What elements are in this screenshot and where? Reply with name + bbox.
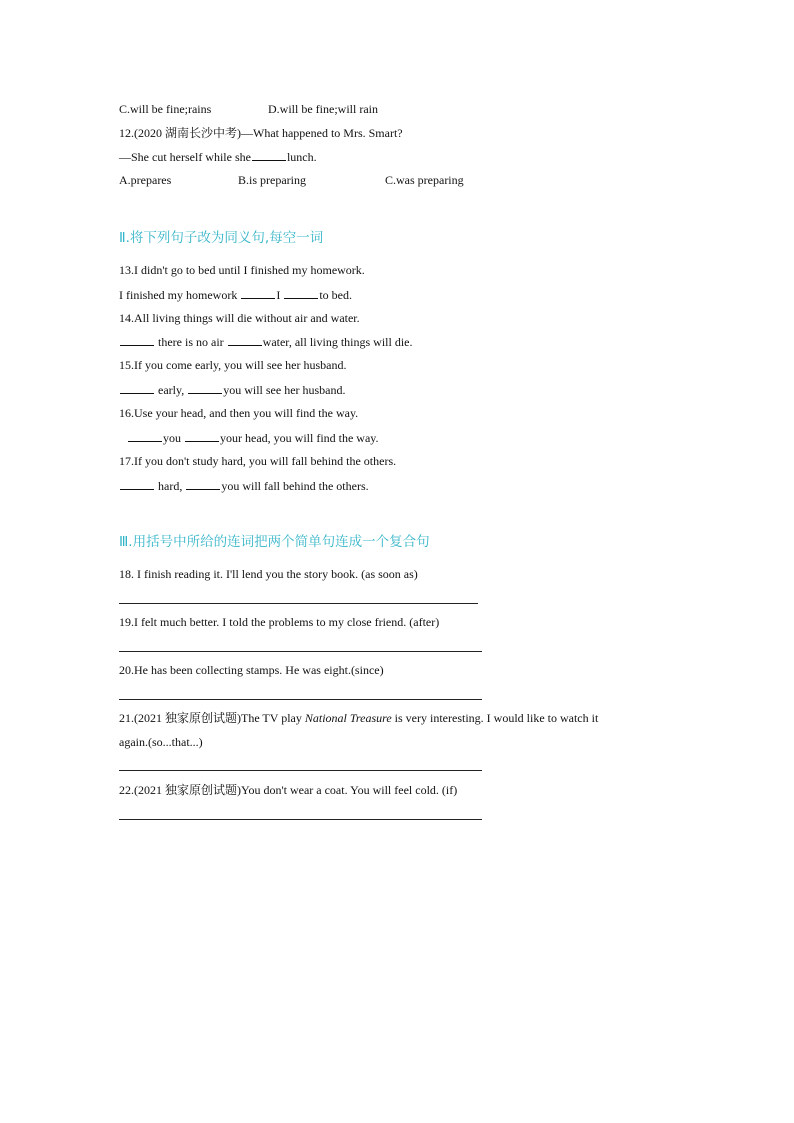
q22-answer-line[interactable] [119,819,482,820]
q14-blank-1[interactable] [120,334,154,346]
section-2-title: Ⅱ.将下列句子改为同义句,每空一词 [119,230,324,246]
q21-stem [119,711,598,725]
q15-part1: early, [158,383,185,397]
q16-part1: you [163,431,181,445]
q16-part2: your head, you will find the way. [220,431,379,445]
q17-part1: hard, [158,479,183,493]
q12-line2-b: lunch. [286,150,317,164]
q15-part2: you will see her husband. [223,383,346,397]
q12-line2 [119,149,317,164]
q14-answer-line [119,334,413,349]
q14-part2: water, all living things will die. [262,335,413,349]
q13-blank-1[interactable] [241,287,275,299]
q14-part1: there is no air [158,335,224,349]
q17-part2: you will fall behind the others. [221,479,369,493]
q17-blank-1[interactable] [120,478,154,490]
q16-answer-line [127,430,379,445]
q12-option-c: C.was preparing [385,173,464,187]
q12-option-b: B.is preparing [238,173,306,187]
q15-blank-1[interactable] [120,382,154,394]
q14-blank-2[interactable] [228,334,262,346]
q11-option-c: C.will be fine;rains [119,102,212,116]
q13-part2: I [276,288,281,302]
q13-answer-line [119,287,352,302]
q20-answer-line[interactable] [119,699,482,700]
q15-stem: 15.If you come early, you will see her husband. [119,358,347,372]
q20-stem: 20.He has been collecting stamps. He was eight.(since) [119,663,384,677]
q11-option-d: D.will be fine;will rain [268,102,378,116]
q21-play-title: National Treasure [304,711,392,725]
q19-stem: 19.I felt much better. I told the problems to my close friend. (after) [119,615,440,629]
q16-blank-2[interactable] [185,430,219,442]
q13-blank-2[interactable] [284,287,318,299]
q13-part3: to bed. [319,288,352,302]
q21-answer-line[interactable] [119,770,482,771]
q17-blank-2[interactable] [186,478,220,490]
q13-stem: 13.I didn't go to bed until I finished my homework. [119,263,365,277]
q18-answer-line[interactable] [119,603,478,604]
q12-option-a: A.prepares [119,173,172,187]
q12-line2-a: —She cut herself while she [119,150,251,164]
q17-stem: 17.If you don't study hard, you will fall behind the others. [119,454,397,468]
q12-stem: 12.(2020 湖南长沙中考)—What happened to Mrs. Smart? [119,126,403,140]
q18-stem: 18. I finish reading it. I'll lend you the story book. (as soon as) [119,567,418,581]
q14-stem: 14.All living things will die without air and water. [119,311,360,325]
q13-part1: I finished my homework [119,288,238,302]
q15-blank-2[interactable] [188,382,222,394]
q12-blank[interactable] [252,149,286,161]
q15-answer-line [119,382,346,397]
q21-stem-pre: 21.(2021 独家原创试题)The TV play [119,711,305,725]
q21-stem-post: is very interesting. I would like to watch it [391,711,599,725]
q21-stem-line2: again.(so...that...) [119,735,203,749]
q16-stem: 16.Use your head, and then you will find the way. [119,406,359,420]
q22-stem: 22.(2021 独家原创试题)You don't wear a coat. You will feel cold. (if) [119,783,458,797]
q19-answer-line[interactable] [119,651,482,652]
section-3-title: Ⅲ.用括号中所给的连词把两个简单句连成一个复合句 [119,534,430,550]
q16-blank-1[interactable] [128,430,162,442]
q17-answer-line [119,478,369,493]
